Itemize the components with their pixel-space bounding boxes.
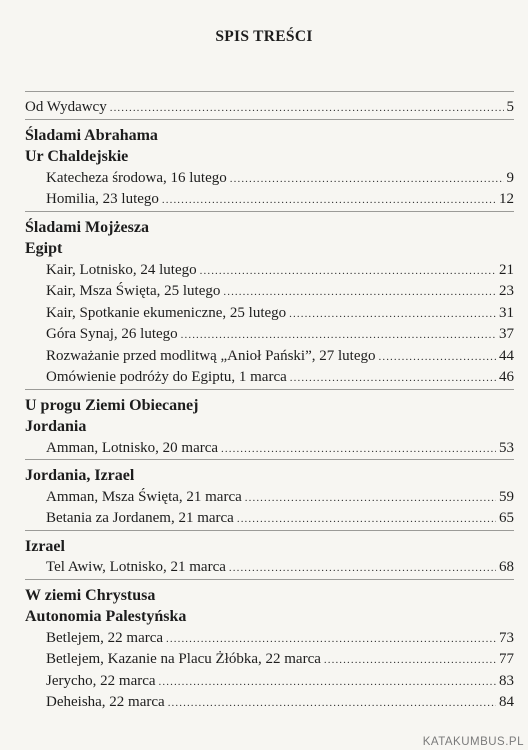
section-heading: Izrael [25, 537, 65, 555]
entry-title: Betlejem, Kazanie na Placu Żłóbka, 22 marca [46, 651, 321, 667]
entry-title: Betania za Jordanem, 21 marca [46, 510, 234, 526]
toc-entry[interactable] [25, 346, 514, 368]
page-number: 21 [499, 261, 514, 278]
page-number: 73 [499, 629, 514, 646]
dot-leader [181, 325, 496, 347]
entry-title: Od Wydawcy [25, 99, 107, 115]
toc-section [25, 531, 514, 579]
section-subheading: Jordania [25, 418, 87, 435]
page-number: 37 [499, 326, 514, 342]
page-number: 84 [499, 694, 514, 710]
dot-leader [289, 304, 496, 326]
dot-leader [221, 439, 496, 461]
dot-leader [162, 190, 496, 212]
dot-leader [237, 509, 496, 531]
toc-entry[interactable] [25, 649, 514, 671]
toc-section [25, 120, 514, 211]
page-number: 83 [499, 672, 514, 689]
entry-title: Kair, Lotnisko, 24 lutego [46, 261, 197, 278]
table-of-contents [25, 91, 514, 714]
dot-leader [229, 558, 496, 580]
toc-entry[interactable] [25, 281, 514, 303]
page-number: 44 [499, 347, 514, 364]
toc-section [25, 460, 514, 530]
section-heading: Śladami Abrahama [25, 126, 158, 144]
section-heading: U progu Ziemi Obiecanej [25, 396, 199, 414]
dot-leader [159, 672, 496, 694]
toc-entry[interactable] [25, 303, 514, 325]
entry-title: Amman, Msza Święta, 21 marca [46, 488, 242, 505]
page-number: 68 [499, 559, 514, 575]
toc-entry[interactable] [25, 671, 514, 693]
dot-leader [290, 368, 496, 390]
dot-leader [223, 282, 496, 304]
section-heading: Śladami Mojżesza [25, 218, 149, 236]
toc-entry[interactable] [25, 508, 514, 530]
toc-section-intro [25, 92, 514, 119]
toc-entry[interactable] [25, 487, 514, 509]
toc-section [25, 390, 514, 460]
dot-leader [166, 629, 496, 651]
dot-leader [379, 347, 497, 369]
toc-entry[interactable] [25, 367, 514, 389]
section-subheading: Autonomia Palestyńska [25, 608, 187, 625]
toc-entry[interactable] [25, 557, 514, 579]
entry-title: Amman, Lotnisko, 20 marca [46, 439, 219, 456]
dot-leader [168, 693, 496, 715]
toc-entry[interactable] [25, 260, 514, 282]
page-number: 65 [499, 510, 514, 526]
toc-entry[interactable] [25, 324, 514, 346]
watermark: KATAKUMBUS.PL [422, 736, 524, 748]
section-heading: Jordania, Izrael [25, 467, 135, 484]
entry-title: Deheisha, 22 marca [46, 694, 165, 710]
entry-title: Tel Awiw, Lotnisko, 21 marca [46, 559, 226, 575]
entry-title: Omówienie podróży do Egiptu, 1 marca [46, 369, 287, 385]
dot-leader [230, 169, 504, 191]
toc-entry[interactable] [25, 438, 514, 460]
page-number: 12 [499, 191, 514, 207]
page-number: 5 [506, 99, 514, 115]
page-number: 9 [506, 169, 514, 186]
toc-sections [25, 119, 514, 714]
entry-title: Katecheza środowa, 16 lutego [46, 169, 227, 186]
entry-title: Betlejem, 22 marca [46, 629, 164, 646]
dot-leader [324, 650, 496, 672]
page-number: 46 [499, 369, 514, 385]
entry-title: Góra Synaj, 26 lutego [46, 326, 178, 342]
toc-section [25, 580, 514, 714]
toc-entry[interactable] [25, 628, 514, 650]
section-heading: W ziemi Chrystusa [25, 586, 156, 604]
page-number: 53 [499, 439, 514, 456]
toc-entry[interactable] [25, 189, 514, 211]
section-subheading: Ur Chaldejskie [25, 148, 129, 165]
entry-title: Kair, Spotkanie ekumeniczne, 25 lutego [46, 304, 287, 321]
toc-entry[interactable] [25, 168, 514, 190]
entry-title: Rozważanie przed modlitwą „Anioł Pański”, 27 lutego [46, 347, 376, 364]
page-title: SPIS TREŚCI [215, 28, 313, 45]
page-number: 77 [499, 651, 514, 667]
page-number: 23 [499, 283, 514, 299]
entry-title: Kair, Msza Święta, 25 lutego [46, 283, 221, 299]
toc-section [25, 212, 514, 389]
section-subheading: Egipt [25, 240, 63, 257]
page-number: 31 [499, 304, 514, 321]
dot-leader [245, 488, 496, 510]
dot-leader [110, 98, 504, 120]
entry-title: Jerycho, 22 marca [46, 672, 156, 689]
page-number: 59 [499, 488, 514, 505]
toc-entry[interactable] [25, 97, 514, 119]
entry-title: Homilia, 23 lutego [46, 191, 159, 207]
toc-entry[interactable] [25, 692, 514, 714]
dot-leader [200, 261, 496, 283]
